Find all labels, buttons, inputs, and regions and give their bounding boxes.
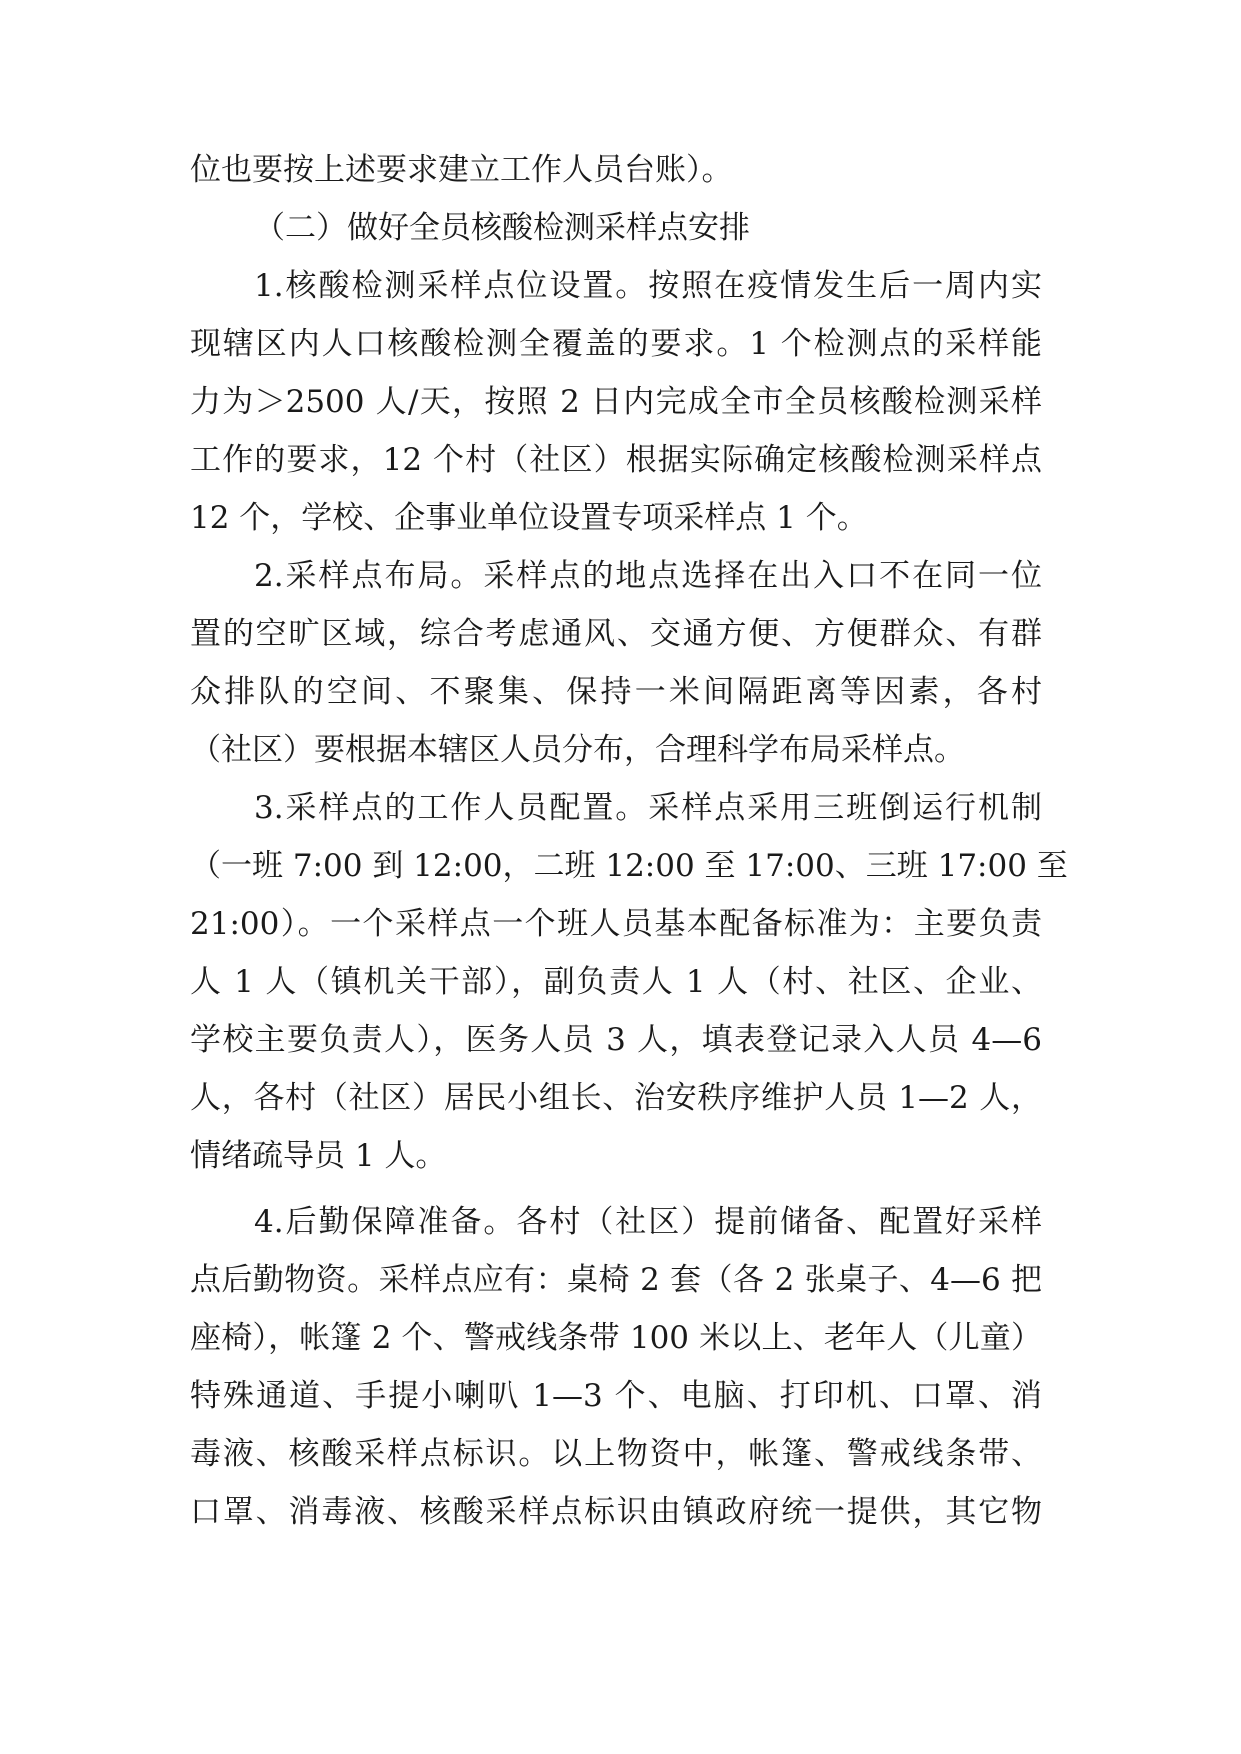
text-line: 21:00）。一个采样点一个班人员基本配备标准为：主要负责 [190,906,1042,942]
text-line: 众排队的空间、不聚集、保持一米间隔距离等因素，各村 [190,674,1042,710]
section-heading: （二）做好全员核酸检测采样点安排 [254,210,750,246]
text-line: 2.采样点布局。采样点的地点选择在出入口不在同一位 [254,558,1042,594]
text-line: 12 个，学校、企事业单位设置专项采样点 1 个。 [190,500,868,536]
text-line: 人 1 人（镇机关干部），副负责人 1 人（村、社区、企业、 [190,964,1042,1000]
text-line: 4.后勤保障准备。各村（社区）提前储备、配置好采样 [254,1204,1042,1240]
text-line: （社区）要根据本辖区人员分布，合理科学布局采样点。 [190,732,965,768]
text-line: 情绪疏导员 1 人。 [190,1138,447,1174]
text-line: 1.核酸检测采样点位设置。按照在疫情发生后一周内实 [254,268,1042,304]
text-line: 口罩、消毒液、核酸采样点标识由镇政府统一提供，其它物 [190,1494,1042,1530]
text-line: 工作的要求，12 个村（社区）根据实际确定核酸检测采样点 [190,442,1042,478]
text-line: 力为＞2500 人/天，按照 2 日内完成全市全员核酸检测采样 [190,384,1042,420]
text-line: 置的空旷区域，综合考虑通风、交通方便、方便群众、有群 [190,616,1042,652]
text-line: 特殊通道、手提小喇叭 1—3 个、电脑、打印机、口罩、消 [190,1378,1042,1414]
text-line: 座椅），帐篷 2 个、警戒线条带 100 米以上、老年人（儿童） [190,1320,1042,1356]
text-line: 现辖区内人口核酸检测全覆盖的要求。1 个检测点的采样能 [190,326,1042,362]
text-line: （一班 7:00 到 12:00，二班 12:00 至 17:00、三班 17:00 至 [190,848,1068,884]
text-line: 学校主要负责人），医务人员 3 人，填表登记录入人员 4—6 [190,1022,1042,1058]
text-line: 点后勤物资。采样点应有：桌椅 2 套（各 2 张桌子、4—6 把 [190,1262,1042,1298]
text-line: 3.采样点的工作人员配置。采样点采用三班倒运行机制 [254,790,1042,826]
text-line: 位也要按上述要求建立工作人员台账）。 [190,152,733,188]
text-line: 毒液、核酸采样点标识。以上物资中，帐篷、警戒线条带、 [190,1436,1042,1472]
text-line: 人，各村（社区）居民小组长、治安秩序维护人员 1—2 人， [190,1080,1042,1116]
